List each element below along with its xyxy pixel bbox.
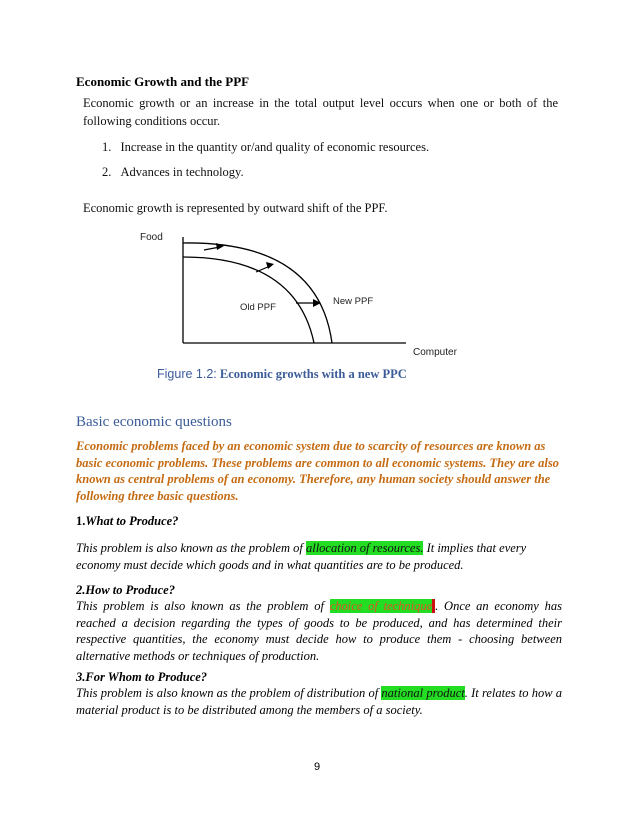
question-1-post: It implies that every economy must decide which goods and in what quantities are to be produced.: [76, 541, 527, 572]
condition-text: Advances in technology.: [120, 165, 244, 179]
x-axis-label: Computer: [413, 347, 457, 358]
growth-statement: Economic growth is represented by outward shift of the PPF.: [83, 201, 388, 215]
figure-caption: [157, 367, 407, 382]
shift-arrow: [256, 262, 274, 272]
old-ppf-label: Old PPF: [240, 302, 276, 313]
section-intro: Economic problems faced by an economic system due to scarcity of resources are known as basic economic problems. These problems are common to all economic systems. They are also known as central problems of an economy. Therefore, any human society should answer the following three basic questions.: [76, 439, 559, 503]
question-2-body: [76, 598, 562, 664]
old-ppf-curve: [183, 257, 314, 343]
question-1-title: [76, 513, 178, 530]
question-1-number: 1.: [76, 514, 86, 528]
question-2-pre: This problem is also known as the problem of: [76, 599, 330, 613]
question-2-title: 2.How to Produce?: [76, 583, 175, 597]
section-title: Basic economic questions: [76, 414, 232, 430]
question-1-body: [76, 540, 548, 573]
condition-item: [102, 138, 542, 156]
page-number: 9: [314, 761, 321, 773]
condition-item: [102, 163, 542, 181]
condition-number: 1.: [102, 140, 112, 154]
condition-text: Increase in the quantity or/and quality of economic resources.: [120, 140, 430, 154]
highlight-technique: choice of technique: [330, 599, 435, 613]
question-1-text: What to Produce?: [85, 514, 179, 528]
y-axis-label: Food: [140, 232, 163, 243]
question-3-body: [76, 685, 562, 718]
figure-caption-prefix: Figure 1.2:: [157, 367, 217, 381]
intro-paragraph: Economic growth or an increase in the total output level occurs when one or both of the following conditions occur.: [83, 96, 558, 128]
question-3-post: . It relates to how a material product is to be distributed among the members of a society.: [76, 686, 563, 717]
new-ppf-label: New PPF: [333, 296, 374, 307]
section-heading-ppf: Economic Growth and the PPF: [76, 74, 250, 89]
highlight-national-product: national product: [381, 686, 465, 700]
ppf-figure: [136, 225, 457, 360]
question-1-pre: This problem is also known as the problem of: [76, 541, 306, 555]
question-3-pre: This problem is also known as the problem of distribution of: [76, 686, 382, 700]
highlight-allocation: allocation of resources.: [305, 541, 424, 555]
question-2-post: . Once an economy has reached a decision regarding the types of goods to be produced, and has determined their respective quantities, the economy must decide how to produce them - choosing between alternative methods or techniques of production.: [76, 599, 562, 663]
condition-number: 2.: [102, 165, 112, 179]
question-3-title: 3.For Whom to Produce?: [76, 670, 208, 684]
figure-caption-text: Economic growths with a new PPC: [216, 367, 407, 381]
